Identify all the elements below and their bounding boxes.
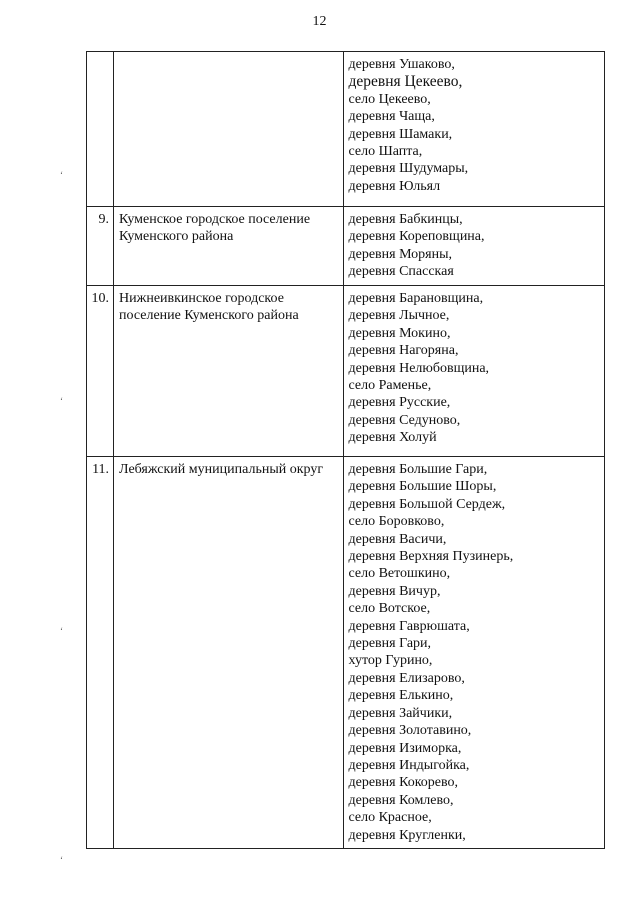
places-list (344, 286, 605, 457)
place-item: село Красное, (348, 810, 432, 826)
place-item: деревня Нелюбовщина, (348, 360, 490, 376)
place-item: село Ветошкино, (348, 566, 451, 582)
place-item: село Цекеево, (348, 91, 431, 107)
row-number: 10. (87, 286, 114, 457)
place-item: деревня Гари, (348, 636, 432, 652)
table-row (87, 286, 605, 457)
place-item: деревня Спасская (348, 264, 454, 280)
page-number: 12 (312, 14, 327, 29)
place-item: деревня Ушаково, (348, 57, 455, 72)
place-item: деревня Седуново, (348, 412, 461, 428)
municipality-name: Куменское городское поселение Куменского района (114, 207, 344, 286)
place-item: деревня Елькино, (348, 688, 454, 704)
table-row (87, 457, 605, 849)
place-item: деревня Большие Шоры, (348, 479, 497, 495)
place-item: деревня Русские, (348, 395, 451, 411)
place-item: село Шапта, (348, 144, 423, 160)
table-row (87, 207, 605, 286)
margin-mark: ‘ (60, 170, 63, 180)
place-item: деревня Кореповщина, (348, 229, 485, 245)
place-item: деревня Мокино, (348, 325, 451, 341)
place-item: село Раменье, (348, 378, 432, 394)
margin-mark: ‘ (60, 626, 63, 636)
place-item: деревня Кругленки, (348, 827, 466, 843)
place-item: село Боровково, (348, 514, 445, 530)
places-list (344, 457, 605, 849)
place-item: деревня Изиморка, (348, 740, 462, 756)
places-list (344, 52, 605, 207)
place-item: деревня Шудумары, (348, 161, 469, 177)
municipality-name (114, 52, 344, 207)
place-item: деревня Верхняя Пузинерь, (348, 549, 514, 565)
place-item: деревня Гаврюшата, (348, 618, 470, 634)
settlements-table (86, 51, 605, 849)
row-number: 11. (87, 457, 114, 849)
municipality-name: Лебяжский муниципальный округ (114, 457, 344, 849)
place-item: деревня Золотавино, (348, 723, 472, 739)
place-item: деревня Чаща, (348, 109, 435, 125)
place-item: деревня Цекеево, (348, 73, 463, 91)
place-item: хутор Гурино, (348, 653, 433, 669)
place-item: деревня Юльял (348, 178, 441, 194)
place-item: деревня Большие Гари, (348, 462, 488, 477)
row-number (87, 52, 114, 207)
municipality-name: Нижнеивкинское городское поселение Куменского района (114, 286, 344, 457)
place-item: деревня Бабкинцы, (348, 212, 463, 227)
place-item: деревня Холуй (348, 430, 437, 446)
table-row (87, 52, 605, 207)
place-item: деревня Кокорево, (348, 775, 459, 791)
place-item: деревня Индыгойка, (348, 757, 470, 773)
margin-mark: ‘ (60, 855, 63, 865)
place-item: деревня Лычное, (348, 308, 450, 324)
place-item: деревня Барановщина, (348, 291, 484, 306)
place-item: деревня Комлево, (348, 792, 454, 808)
row-number: 9. (87, 207, 114, 286)
place-item: деревня Васичи, (348, 531, 447, 547)
place-item: деревня Нагоряна, (348, 343, 459, 359)
place-item: деревня Вичур, (348, 583, 441, 599)
place-item: деревня Елизарово, (348, 670, 465, 686)
place-item: деревня Моряны, (348, 246, 453, 262)
place-item: деревня Шамаки, (348, 126, 453, 142)
place-item: деревня Большой Сердеж, (348, 496, 506, 512)
place-item: село Вотское, (348, 601, 431, 617)
places-list (344, 207, 605, 286)
margin-mark: ‘ (60, 396, 63, 406)
place-item: деревня Зайчики, (348, 705, 453, 721)
